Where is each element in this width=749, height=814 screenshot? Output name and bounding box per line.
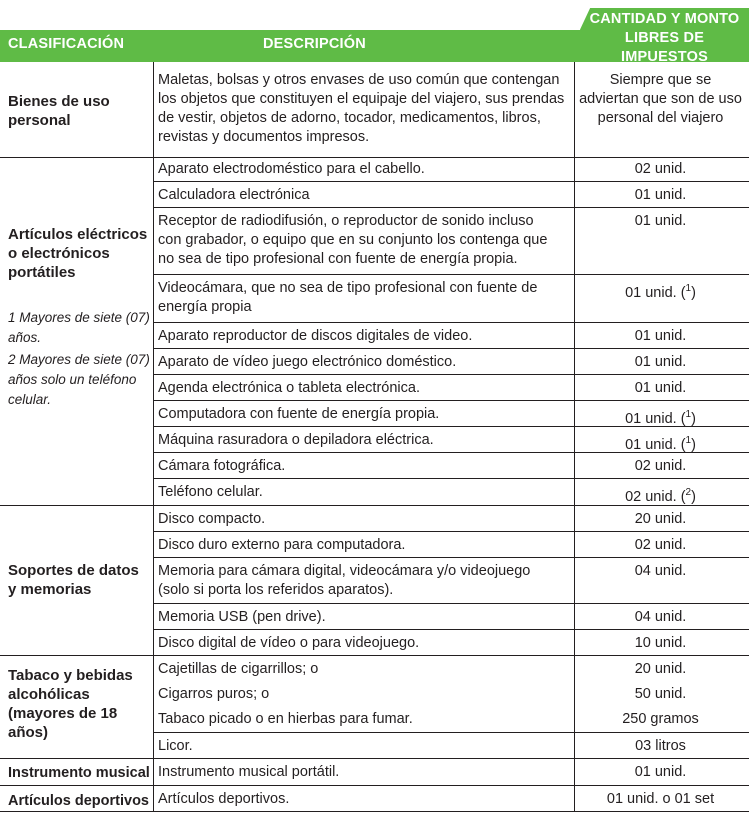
row-desc: Cigarros puros; o (158, 686, 270, 702)
separator-tabaco (0, 758, 749, 759)
header-cantidad-line2: LIBRES DE IMPUESTOS (621, 30, 708, 65)
row-qty: 02 unid. (634, 161, 687, 177)
row-desc: Agenda electrónica o tableta electrónica. (158, 380, 420, 396)
row-qty: 20 unid. (634, 661, 687, 677)
row-qty (578, 279, 743, 303)
row-desc: Receptor de radiodifusión, o reproductor de sonido incluso con grabador, o equipo que en su conjunto los contenga que no sea de tipo profesional con fuente de energía propia. (158, 213, 548, 267)
row-separator (153, 531, 749, 532)
note-2 (8, 350, 151, 410)
row-qty: 20 unid. (634, 511, 687, 527)
category-deportivos: Artículos deportivos (8, 793, 149, 809)
row-separator (153, 374, 749, 375)
row-desc: Aparato de vídeo juego electrónico doméstico. (158, 354, 457, 370)
row-separator (153, 732, 749, 733)
column-divider-left (153, 62, 154, 812)
qty-text: 01 unid. ( (625, 284, 686, 301)
row-desc: Calculadora electrónica (158, 187, 310, 203)
row-qty: 01 unid. (634, 328, 687, 344)
category-tabaco: Tabaco y bebidas alcohólicas (mayores de 18 años) (8, 667, 133, 741)
row-desc: Maletas, bolsas y otros envases de uso común que contengan los objetos que constituyen el equipaje del viajero, sus prendas de vestir, objetos de adorno, tocador, medicamentos, libros, revistas y documentos impresos. (158, 72, 565, 145)
row-desc: Disco duro externo para computadora. (158, 537, 406, 553)
row-desc: Aparato electrodoméstico para el cabello. (158, 161, 425, 177)
header-clasificacion: CLASIFICACIÓN (8, 36, 125, 52)
row-desc: Instrumento musical portátil. (158, 764, 340, 780)
qty-text: 01 unid. ( (625, 436, 686, 453)
separator-end (0, 811, 749, 812)
close-paren: ) (691, 488, 696, 505)
row-qty (578, 431, 743, 455)
row-separator (153, 629, 749, 630)
column-divider-right (574, 62, 575, 812)
table-header (0, 0, 749, 65)
row-desc: Videocámara, que no sea de tipo profesional con fuente de energía propia (158, 280, 538, 315)
note-1-text: 1 Mayores de siete (07) años. (8, 310, 150, 345)
row-qty: 10 unid. (634, 635, 687, 651)
category-bienes: Bienes de uso personal (8, 93, 110, 129)
close-paren: ) (691, 436, 696, 453)
row-qty: 02 unid. (634, 458, 687, 474)
row-desc: Computadora con fuente de energía propia. (158, 406, 440, 422)
separator-bienes (0, 157, 749, 158)
row-desc: Disco compacto. (158, 511, 266, 527)
row-desc: Disco digital de vídeo o para videojuego. (158, 635, 420, 651)
row-separator (153, 557, 749, 558)
row-separator (153, 400, 749, 401)
row-qty: 250 gramos (622, 711, 699, 727)
note-1 (8, 308, 151, 348)
row-qty: 04 unid. (634, 609, 687, 625)
qty-text: 02 unid. ( (625, 488, 686, 505)
note-ref: 2 (685, 487, 692, 498)
note-ref: 1 (685, 435, 692, 446)
row-qty: 01 unid. (634, 187, 687, 203)
row-qty: 02 unid. (634, 537, 687, 553)
row-qty: 04 unid. (634, 563, 687, 579)
row-desc: Memoria para cámara digital, videocámara y/o videojuego (solo si porta los referidos aparatos). (158, 563, 531, 598)
row-qty: 03 litros (635, 738, 686, 754)
row-qty (578, 483, 743, 507)
row-desc: Tabaco picado o en hierbas para fumar. (158, 711, 413, 727)
row-qty (578, 405, 743, 429)
separator-soportes (0, 655, 749, 656)
row-desc: Licor. (158, 738, 193, 754)
note-2-text: 2 Mayores de siete (07) años solo un teléfono celular. (8, 352, 150, 407)
note-ref: 1 (685, 283, 692, 294)
row-desc: Aparato reproductor de discos digitales de video. (158, 328, 473, 344)
row-desc: Artículos deportivos. (158, 791, 290, 807)
row-separator (153, 181, 749, 182)
header-cantidad (580, 10, 749, 67)
row-separator (153, 207, 749, 208)
row-desc: Máquina rasuradora o depiladora eléctrica. (158, 432, 434, 448)
row-separator (153, 603, 749, 604)
row-desc: Cámara fotográfica. (158, 458, 286, 474)
category-soportes: Soportes de datos y memorias (8, 562, 139, 598)
close-paren: ) (691, 410, 696, 427)
row-desc: Teléfono celular. (158, 484, 263, 500)
row-separator (153, 478, 749, 479)
separator-instrumento (0, 785, 749, 786)
header-cantidad-line1: CANTIDAD Y MONTO (589, 11, 740, 27)
category-instrumento: Instrumento musical (8, 765, 150, 781)
qty-text: 01 unid. ( (625, 410, 686, 427)
row-separator (153, 322, 749, 323)
row-desc: Memoria USB (pen drive). (158, 609, 326, 625)
note-ref: 1 (685, 409, 692, 420)
row-qty: 50 unid. (634, 686, 687, 702)
row-desc: Cajetillas de cigarrillos; o (158, 661, 319, 677)
close-paren: ) (691, 284, 696, 301)
row-separator (153, 348, 749, 349)
header-descripcion: DESCRIPCIÓN (263, 36, 366, 52)
row-separator (153, 274, 749, 275)
category-electricos: Artículos eléctricos o electrónicos portátiles (8, 226, 148, 281)
row-qty: 01 unid. (634, 354, 687, 370)
row-qty: 01 unid. (634, 380, 687, 396)
row-qty: Siempre que se adviertan que son de uso personal del viajero (579, 72, 742, 126)
row-qty: 01 unid. o 01 set (606, 791, 715, 807)
row-qty: 01 unid. (634, 213, 687, 229)
row-qty: 01 unid. (634, 764, 687, 780)
